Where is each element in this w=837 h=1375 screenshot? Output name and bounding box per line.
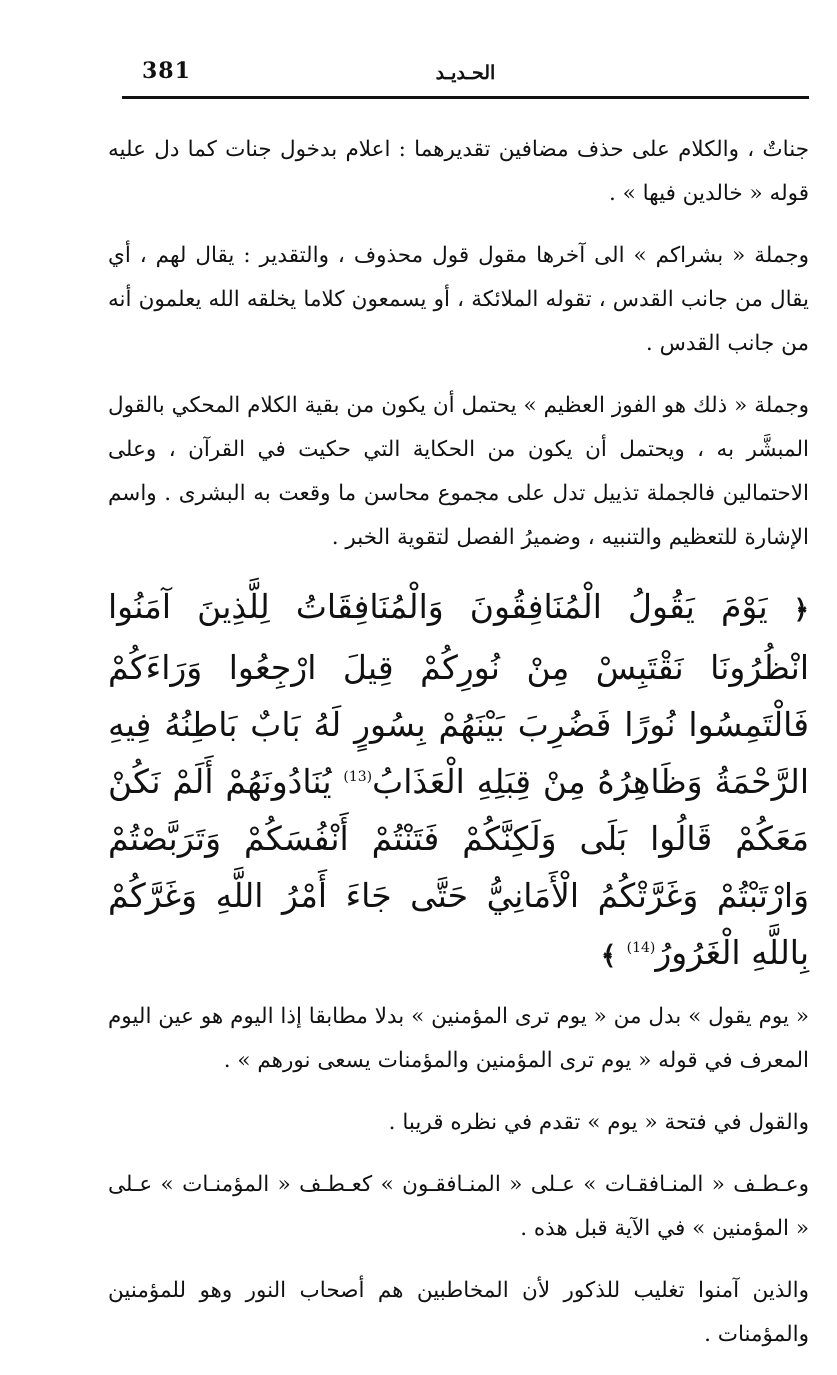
page-header (122, 50, 809, 99)
quran-verse (108, 578, 809, 985)
paragraph-1: جناتٌ ، والكلام على حذف مضافين تقديرهما : اعلام بدخول جنات كما دل عليه قوله « خالدين فيها » . (108, 137, 809, 206)
footnote-marker-14: (14) (626, 940, 656, 956)
paragraph-2: وجملة « بشراكم » الى آخرها مقول قول محذوف ، والتقدير : يقال لهم ، أي يقال من جانب القدس ، تقوله الملائكة ، أو يسمعون كلاما يخلقه الله يعلمون أنه من جانب القدس . (108, 243, 809, 356)
verse-text-part-2: يُنَادُونَهُمْ أَلَمْ نَكُنْ مَعَكُمْ قَالُوا بَلَى وَلَكِنَّكُمْ فَتَنْتُمْ أَنْفُسَكُمْ وَتَرَبَّصْتُمْ وَارْتَبْتُمْ وَغَرَّتْكُمُ الْأَمَانِيُّ حَتَّى جَاءَ أَمْرُ اللَّهِ وَغَرَّكُمْ بِاللَّهِ الْغَرُورُ (108, 762, 809, 972)
footnote-marker-13: (13) (343, 769, 373, 785)
verse-close-bracket: ﴾ (600, 941, 617, 971)
paragraph-5: والقول في فتحة « يوم » تقدم في نظره قريبا . (388, 1110, 809, 1135)
paragraph-4: « يوم يقول » بدل من « يوم ترى المؤمنين » بدلا مطابقا إذا اليوم هو عين اليوم المعرف في قوله « يوم ترى المؤمنين والمؤمنات يسعى نورهم » . (108, 1004, 809, 1073)
page-body (108, 128, 809, 1375)
verse-text-part-1: يَوْمَ يَقُولُ الْمُنَافِقُونَ وَالْمُنَافِقَاتُ لِلَّذِينَ آمَنُوا انْظُرُونَا نَقْتَبِسْ مِنْ نُورِكُمْ قِيلَ ارْجِعُوا وَرَاءَكُمْ فَالْتَمِسُوا نُورًا فَضُرِبَ بَيْنَهُمْ بِسُورٍ لَهُ بَابٌ بَاطِنُهُ فِيهِ الرَّحْمَةُ وَظَاهِرُهُ مِنْ قِبَلِهِ الْعَذَابُ (108, 587, 810, 801)
page-number: 381 (142, 58, 191, 84)
running-title: الحـديـد (435, 62, 496, 84)
paragraph-3: وجملة « ذلك هو الفوز العظيم » يحتمل أن يكون من بقية الكلام المحكي بالقول المبشَّر به ، ويحتمل أن يكون من الحكاية التي حكيت في القرآن ، وعلى الاحتمالين فالجملة تذييل تدل على مجموع محاسن ما وقعت به البشرى . واسم الإشارة للتعظيم والتنبيه ، وضميرُ الفصل لتقوية الخبر . (108, 393, 809, 550)
paragraph-6: وعـطـف « المنـافقـات » عـلى « المنـافقـون » كعـطـف « المؤمنـات » عـلى « المؤمنين » في الآية قبل هذه . (108, 1172, 809, 1241)
verse-open-bracket: ﴿ (793, 595, 810, 625)
paragraph-7: والذين آمنوا تغليب للذكور لأن المخاطبين هم أصحاب النور وهو للمؤمنين والمؤمنات . (108, 1278, 809, 1347)
